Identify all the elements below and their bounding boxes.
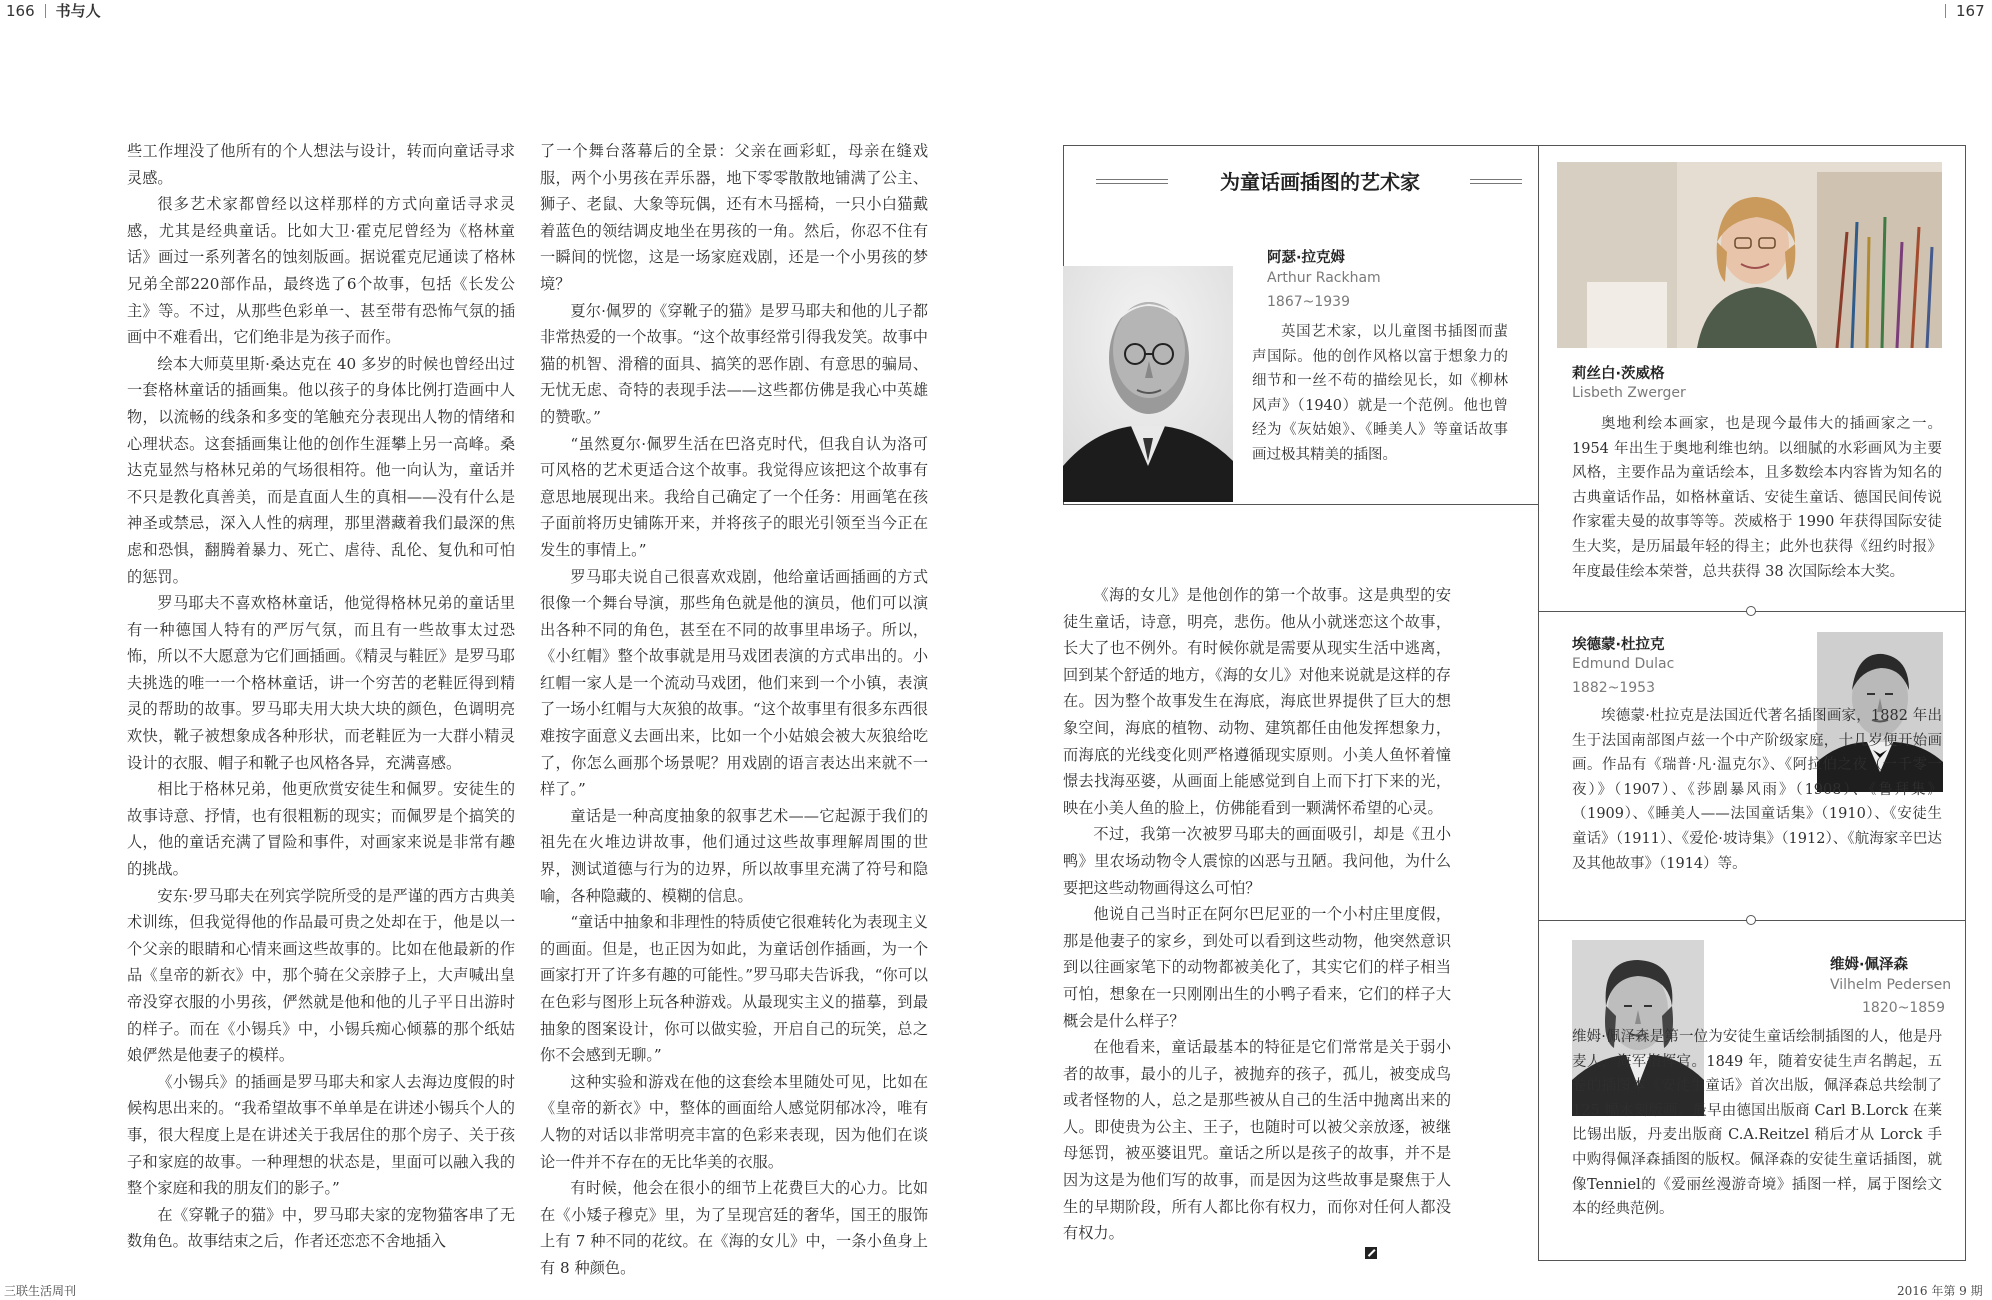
right-page-header: [1935, 0, 1985, 22]
paragraph: “虽然夏尔·佩罗生活在巴洛克时代，但我自认为洛可可风格的艺术更适合这个故事。我觉得应该把这个故事有意思地展现出来。我给自己确定了一个任务：用画笔在孩子面前将历史铺陈开来，并将孩子的眼光引领至当今正在发生的事情上。”: [540, 434, 928, 559]
paragraph: 绘本大师莫里斯·桑达克在 40 多岁的时候也曾经出过一套格林童话的插画集。他以孩子的身体比例打造画中人物，以流畅的线条和多变的笔触充分表现出人物的情绪和心理状态。这套插画集让他的创作生涯攀上另一高峰。桑达克显然与格林兄弟的气场很相符。他一向认为，童话并不只是教化真善美，而是直面人生的真相——没有什么是神圣或禁忌，深入人性的病理，那里潜藏着我们最深的焦虑和恐惧，翻腾着暴力、死亡、虐待、乱伦、复仇和可怕的惩罚。: [127, 354, 515, 586]
paragraph: 罗马耶夫说自己很喜欢戏剧，他给童话画插画的方式很像一个舞台导演，那些角色就是他的演员，他们可以演出各种不同的角色，甚至在不同的故事里串场子。所以，《小红帽》整个故事就是用马戏团表演的方式串出的。小红帽一家人是一个流动马戏团，他们来到一个小镇，表演了一场小红帽与大灰狼的故事。“这个故事里有很多东西很难按字面意义去画出来，比如一个小姑娘会被大灰狼给吃了，你怎么画那个场景呢？用戏剧的语言表达出来就不一样了。”: [540, 567, 928, 799]
title-rule-right: [1470, 179, 1522, 184]
sidebar-title: 为童话画插图的艺术家: [1220, 170, 1420, 194]
paragraph: 不过，我第一次被罗马耶夫的画面吸引，却是《丑小鸭》里农场动物令人震惊的凶恶与丑陋。我问他，为什么要把这些动物画得这么可怕？: [1063, 825, 1451, 897]
paragraph: 《海的女儿》是他创作的第一个故事。这是典型的安徒生童话，诗意，明亮，悲伤。他从小就迷恋这个故事，长大了也不例外。有时候你就是需要从现实生活中逃离，回到某个舒适的地方，《海的女儿》对他来说就是这样的存在。因为整个故事发生在海底，海底世界提供了巨大的想象空间，海底的植物、动物、建筑都任由他发挥想象力，而海底的光线变化则严格遵循现实原则。小美人鱼怀着憧憬去找海巫婆，从画面上能感觉到自上而下打下来的光，映在小美人鱼的脸上，仿佛能看到一颗满怀希望的心灵。: [1063, 586, 1451, 817]
left-page-number: 166: [6, 2, 35, 20]
artist-years: 1882~1953: [1572, 680, 1655, 696]
paragraph: 在《穿靴子的猫》中，罗马耶夫家的宠物猫客串了无数角色。故事结束之后，作者还恋恋不舍地插入: [127, 1205, 515, 1251]
end-of-article-icon: [1365, 1247, 1377, 1259]
artist-name-zh: 埃德蒙·杜拉克: [1572, 637, 1665, 653]
artist-name-zh: 维姆·佩泽森: [1830, 957, 1909, 973]
artist-years: 1820~1859: [1862, 1000, 1945, 1016]
paragraph: 安东·罗马耶夫在列宾学院所受的是严谨的西方古典美术训练，但我觉得他的作品最可贵之处却在于，他是以一个父亲的眼睛和心情来画这些故事的。比如在他最新的作品《皇帝的新衣》中，那个骑在父亲脖子上，大声喊出皇帝没穿衣服的小男孩，俨然就是他和他的儿子平日出游时的样子。而在《小锡兵》中，小锡兵痴心倾慕的那个纸姑娘俨然是他妻子的模样。: [127, 886, 515, 1065]
artist-name-zh: 莉丝白·茨威格: [1572, 366, 1665, 382]
paragraph: 他说自己当时正在阿尔巴尼亚的一个小村庄里度假，那是他妻子的家乡，到处可以看到这些动物，他突然意识到以往画家笔下的动物都被美化了，其实它们的样子相当可怕，想象在一只刚刚出生的小鸭子看来，它们的样子大概会是什么样子？: [1063, 905, 1451, 1030]
artist-bio: [1572, 704, 1942, 876]
paragraph: “童话中抽象和非理性的特质使它很难转化为表现主义的画面。但是，也正因为如此，为童话创作插画，为一个画家打开了许多有趣的可能性。”罗马耶夫告诉我，“你可以在色彩与图形上玩各种游戏。从最现实主义的描摹，到最抽象的图案设计，你可以做实验，开启自己的玩笑，总之你不会感到无聊。”: [540, 913, 928, 1065]
divider-dot: [1746, 915, 1756, 925]
artist-bio: [1572, 1025, 1942, 1222]
artist-bio: [1572, 412, 1942, 584]
paragraph: 罗马耶夫不喜欢格林童话，他觉得格林兄弟的童话里有一种德国人特有的严厉气氛，而且有一些故事太过恐怖，所以不大愿意为它们画插画。《精灵与鞋匠》是罗马耶夫挑选的唯一一个格林童话，讲一个穷苦的老鞋匠得到精灵的帮助的故事。罗马耶夫用大块大块的颜色，色调明亮欢快，靴子被想象成各种形状，而老鞋匠为一大群小精灵设计的衣服、帽子和靴子也风格各异，充满喜感。: [127, 594, 515, 772]
article-column-2: [540, 138, 928, 1282]
paragraph: 《小锡兵》的插画是罗马耶夫和家人去海边度假的时候构思出来的。“我希望故事不单单是在讲述小锡兵个人的事，很大程度上是在讲述关于我居住的那个房子、关于孩子和家庭的故事。一种理想的状态是，里面可以融入我的整个家庭和我的朋友们的影子。”: [127, 1072, 515, 1198]
bio-text: 英国艺术家，以儿童图书插图而蜚声国际。他的创作风格以富于想象力的细节和一丝不苟的描绘见长，如《柳林风声》（1940）就是一个范例。他也曾经为《灰姑娘》、《睡美人》等童话故事画过极其精美的插图。: [1252, 324, 1508, 463]
right-page-number: 167: [1956, 2, 1985, 20]
header-divider: [45, 4, 46, 18]
paragraph: 很多艺术家都曾经以这样那样的方式向童话寻求灵感，尤其是经典童话。比如大卫·霍克尼曾经为《格林童话》画过一系列著名的蚀刻版画。据说霍克尼通读了格林兄弟全部220部作品，最终选了6个故事，包括《长发公主》等。不过，从那些色彩单一、甚至带有恐怖气氛的插画中不难看出，它们绝非是为孩子而作。: [127, 195, 515, 347]
artist-name-en: Arthur Rackham: [1267, 270, 1381, 286]
article-column-1: [127, 138, 515, 1255]
bio-text: 维姆·佩泽森是第一位为安徒生童话绘制插图的人，他是丹麦人，海军指挥官。1849 年，随着安徒生声名鹊起，五卷的插图本《安徒生童话》首次出版，佩泽森总共绘制了 125 幅木刻版画。最早由德国出版商 Carl B.Lorck 在莱比锡出版，丹麦出版商 C.A.Reitzel 稍后才从 Lorck 手中购得佩泽森插图的版权。佩泽森的安徒生童话插图，就像Tenniel的《爱丽丝漫游奇境》插图一样，属于图绘文本的经典范例。: [1572, 1029, 1942, 1218]
paragraph: 夏尔·佩罗的《穿靴子的猫》是罗马耶夫和他的儿子都非常热爱的一个故事。“这个故事经常引得我发笑。故事中猫的机智、滑稽的面具、搞笑的恶作剧、有意思的骗局、无忧无虑、奇特的表现手法——这些都仿佛是我心中英雄的赞歌。”: [540, 301, 928, 426]
bio-text: 埃德蒙·杜拉克是法国近代著名插图画家，1882 年出生于法国南部图卢兹一个中产阶级家庭，十几岁便开始画画。作品有《瑞普·凡·温克尔》、《阿拉伯之夜（一千零一夜）》（1907）、《莎剧暴风雨》（1908）、《鲁拜集》（1909）、《睡美人——法国童话集》（1910）、《安徒生童话》（1911）、《爱伦·坡诗集》（1912）、《航海家辛巴达及其他故事》（1914）等。: [1572, 708, 1942, 872]
paragraph: 有时候，他会在很小的细节上花费巨大的心力。比如在《小矮子穆克》里，为了呈现宫廷的奢华，国王的服饰上有 7 种不同的花纹。在《海的女儿》中，一条小鱼身上有 8 种颜色。: [540, 1179, 928, 1277]
artist-years: 1867~1939: [1267, 294, 1350, 310]
paragraph: 童话是一种高度抽象的叙事艺术——它起源于我们的祖先在火堆边讲故事，他们通过这些故事理解周围的世界，测试道德与行为的边界，所以故事里充满了符号和隐喻，各种隐藏的、模糊的信息。: [540, 806, 928, 905]
title-rule-left: [1096, 179, 1168, 184]
artist-name-en: Lisbeth Zwerger: [1572, 385, 1686, 401]
portrait-lisbeth-zwerger: [1557, 162, 1942, 348]
article-column-3: [1063, 582, 1451, 1247]
footer-issue: 2016 年第 9 期: [1897, 1284, 1983, 1298]
paragraph: 了一个舞台落幕后的全景：父亲在画彩虹，母亲在缝戏服，两个小男孩在弄乐器，地下零零散散地铺满了公主、狮子、老鼠、大象等玩偶，还有木马摇椅，一只小白猫戴着蓝色的领结调皮地坐在男孩的一角。然后，你忍不住有一瞬间的恍惚，这是一场家庭戏剧，还是一个小男孩的梦境？: [540, 142, 928, 293]
paragraph: 些工作埋没了他所有的个人想法与设计，转而向童话寻求灵感。: [127, 142, 515, 187]
footer-publication: 三联生活周刊: [4, 1284, 77, 1298]
paragraph: 在他看来，童话最基本的特征是它们常常是关于弱小者的故事，最小的儿子，被抛弃的孩子，孤儿，被变成鸟或者怪物的人，总之是那些被从自己的生活中抛离出来的人。即使贵为公主、王子，也随时可以被父亲放逐，被继母惩罚，被巫婆诅咒。童话之所以是孩子的故事，并不是因为这是为他们写的故事，而是因为这些故事是聚焦于人生的早期阶段，所有人都比你有权力，而你对任何人都没有权力。: [1063, 1038, 1451, 1243]
artist-name-en: Edmund Dulac: [1572, 656, 1675, 672]
artist-bio: [1252, 320, 1508, 468]
paragraph: 相比于格林兄弟，他更欣赏安徒生和佩罗。安徒生的故事诗意、抒情，也有很粗粝的现实；而佩罗是个搞笑的人，他的童话充满了冒险和事件，对画家来说是非常有趣的挑战。: [127, 780, 515, 879]
section-name: 书与人: [55, 2, 101, 20]
artist-name-en: Vilhelm Pedersen: [1830, 977, 1952, 993]
divider-dot: [1746, 606, 1756, 616]
header-divider: [1945, 4, 1946, 18]
artist-name-zh: 阿瑟·拉克姆: [1267, 250, 1346, 266]
bio-text: 奥地利绘本画家，也是现今最伟大的插画家之一。1954 年出生于奥地利维也纳。以细腻的水彩画风为主要风格，主要作品为童话绘本，且多数绘本内容皆为知名的古典童话作品，如格林童话、安徒生童话、德国民间传说作家霍夫曼的故事等等。茨威格于 1990 年获得国际安徒生大奖，是历届最年轻的得主；此外也获得《纽约时报》年度最佳绘本荣誉，总共获得 38 次国际绘本大奖。: [1572, 416, 1942, 580]
portrait-arthur-rackham: [1063, 266, 1233, 502]
left-page-header: [6, 0, 101, 22]
paragraph: 这种实验和游戏在他的这套绘本里随处可见，比如在《皇帝的新衣》中，整体的画面给人感觉阴郁冰冷，唯有人物的对话以非常明亮丰富的色彩来表现，因为他们在谈论一件并不存在的无比华美的衣服。: [540, 1072, 928, 1171]
